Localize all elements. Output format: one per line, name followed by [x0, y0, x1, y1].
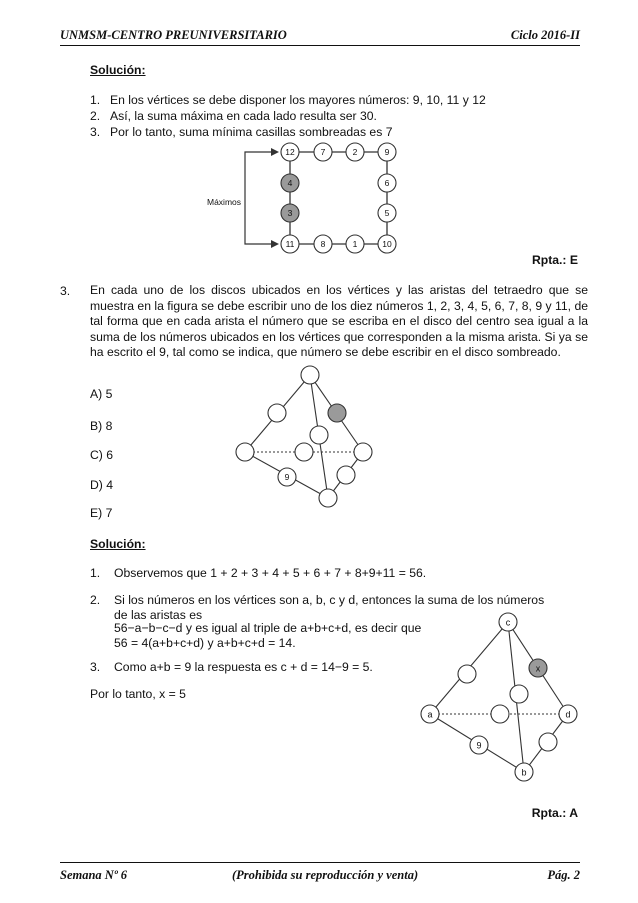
- sol2-item-line: Observemos que 1 + 2 + 3 + 4 + 5 + 6 + 7 + 8+9+11 = 56.: [114, 566, 427, 580]
- vertex-b: [515, 763, 533, 781]
- vertex-a: [421, 705, 439, 723]
- svg-text:c: c: [505, 617, 511, 628]
- tetrahedron-solution-figure: [418, 610, 588, 785]
- sol1-item-number: 2.: [90, 109, 101, 123]
- sol2-item-number: 3.: [90, 660, 101, 674]
- page-footer: [60, 868, 580, 883]
- disk-bottom-3: [346, 235, 364, 253]
- disk-top-1: [281, 143, 299, 161]
- sol2-item-line: Si los números en los vértices son a, b, c y d, entonces la suma de los números: [114, 593, 545, 607]
- disk-label-9: 9: [284, 472, 290, 482]
- svg-text:d: d: [565, 709, 571, 720]
- svg-text:a: a: [427, 709, 433, 720]
- disk-bottom-2: [314, 235, 332, 253]
- bracket-line: [245, 152, 275, 244]
- svg-text:4: 4: [287, 178, 293, 188]
- tetrahedron-figure: [230, 365, 375, 513]
- header-right: Ciclo 2016-II: [510, 28, 580, 42]
- option-e: E) 7: [90, 506, 113, 520]
- disk-bottom-1: [281, 235, 299, 253]
- disk-top-4: [378, 143, 396, 161]
- sol2-item-line: Como a+b = 9 la respuesta es c + d = 14−9 = 5.: [114, 660, 373, 674]
- svg-text:8: 8: [320, 239, 326, 249]
- footer-right: Pág. 2: [547, 868, 580, 882]
- arrow-up-icon: [271, 148, 279, 156]
- svg-text:3: 3: [287, 208, 293, 218]
- disk-left-shaded-2: [281, 204, 299, 222]
- square-figure: [205, 140, 410, 258]
- sol2-item-line: 56 = 4(a+b+c+d) y a+b+c+d = 14.: [114, 636, 296, 650]
- problem-statement: En cada uno de los discos ubicados en los vértices y las aristas del tetraedro que se muestra en la figura se debe escribir uno de los diez números 1, 2, 3, 4, 5, 6, 7, 8, 9 y 11, de tal forma que en cada arista el número que se escriba en el disco del centro sea igual a la suma de los números ubicados en los vértices que corresponden a la misma arista. Si ya se ha escrito el 9, tal como se indica, que número se debe escribir en el disco sombreado.: [90, 283, 588, 360]
- answer-2: Rpta.: A: [531, 806, 578, 820]
- sol1-item-text: Por lo tanto, suma mínima casillas sombreadas es 7: [110, 125, 393, 139]
- conclusion: Por lo tanto, x = 5: [90, 687, 186, 701]
- svg-text:5: 5: [384, 208, 390, 218]
- solution-1-title: Solución:: [90, 63, 146, 77]
- vertex-c: [499, 613, 517, 631]
- svg-text:9: 9: [476, 740, 482, 751]
- svg-text:11: 11: [285, 239, 295, 249]
- page-header: [60, 28, 580, 43]
- problem-number: 3.: [60, 284, 71, 298]
- sol1-item-text: En los vértices se debe disponer los mayores números: 9, 10, 11 y 12: [110, 93, 486, 107]
- option-a: A) 5: [90, 387, 113, 401]
- disk-right-1: [378, 174, 396, 192]
- disk-top-3: [346, 143, 364, 161]
- header-left: UNMSM-CENTRO PREUNIVERSITARIO: [60, 28, 287, 42]
- disk-left-shaded-1: [281, 174, 299, 192]
- shaded-disk: [328, 404, 346, 422]
- option-d: D) 4: [90, 478, 114, 492]
- footer-rule: [60, 862, 580, 863]
- figure-label-maximos: Máximos: [207, 197, 242, 207]
- sol2-item-number: 1.: [90, 566, 101, 580]
- disk-right-2: [378, 204, 396, 222]
- answer-1: Rpta.: E: [531, 253, 578, 267]
- footer-center: (Prohibida su reproducción y venta): [232, 868, 419, 882]
- svg-text:2: 2: [352, 147, 358, 157]
- svg-text:9: 9: [384, 147, 390, 157]
- disk-bottom-4: [378, 235, 396, 253]
- disk-top-2: [314, 143, 332, 161]
- svg-text:10: 10: [382, 239, 392, 249]
- sol2-item-number: 2.: [90, 593, 101, 607]
- svg-text:6: 6: [384, 178, 390, 188]
- svg-text:b: b: [521, 767, 527, 778]
- svg-text:x: x: [535, 663, 541, 674]
- disk-9: [470, 736, 488, 754]
- svg-text:12: 12: [285, 147, 295, 157]
- option-b: B) 8: [90, 419, 113, 433]
- arrow-down-icon: [271, 240, 279, 248]
- sol1-item-number: 1.: [90, 93, 101, 107]
- header-rule: [60, 45, 580, 46]
- vertex-d: [559, 705, 577, 723]
- solution-2-title: Solución:: [90, 537, 146, 551]
- sol2-item-line: 56−a−b−c−d y es igual al triple de a+b+c+d, es decir que: [114, 621, 422, 635]
- svg-text:7: 7: [320, 147, 326, 157]
- svg-text:1: 1: [352, 239, 358, 249]
- sol2-item-line: de las aristas es: [114, 608, 203, 622]
- sol1-item-number: 3.: [90, 125, 101, 139]
- disk-x-shaded: [529, 659, 547, 677]
- footer-left: Semana Nº 6: [60, 868, 127, 882]
- option-c: C) 6: [90, 448, 114, 462]
- sol1-item-text: Así, la suma máxima en cada lado resulta ser 30.: [110, 109, 377, 123]
